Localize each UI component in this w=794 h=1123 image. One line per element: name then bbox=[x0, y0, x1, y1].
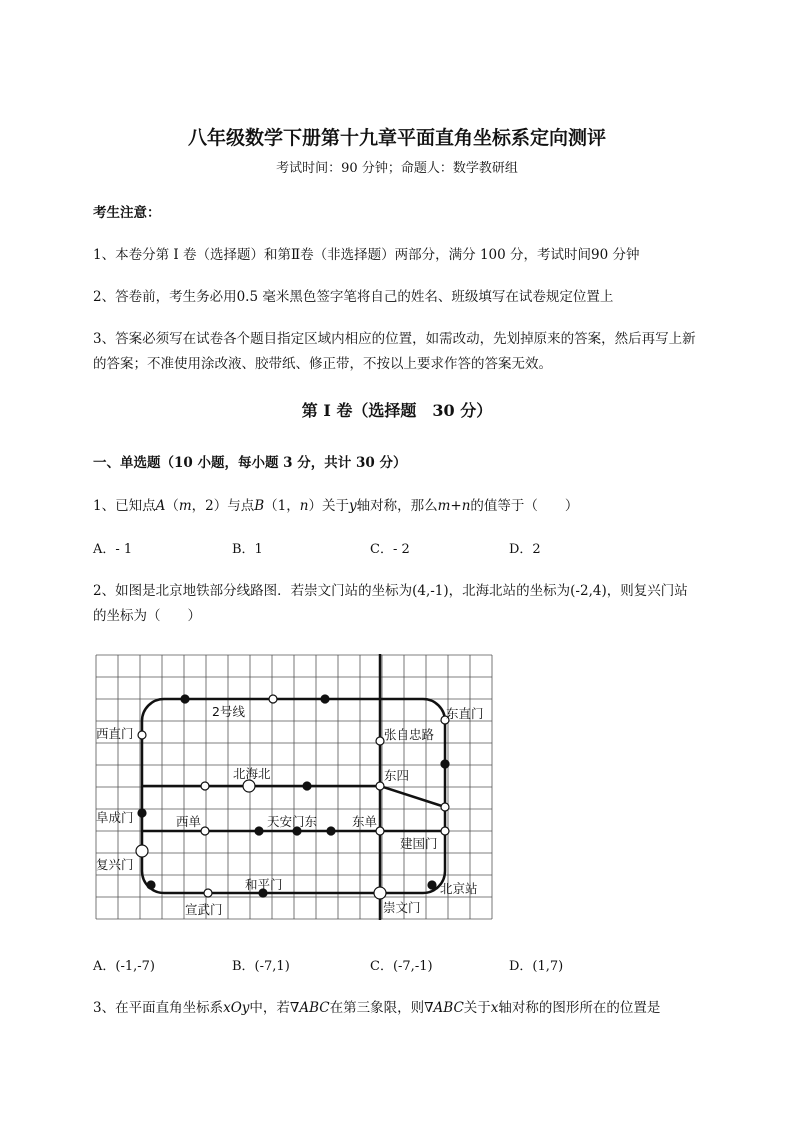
station-dot bbox=[138, 809, 146, 817]
question-2-line-1: 2、如图是北京地铁部分线路图．若崇文门站的坐标为(4,-1)，北海北站的坐标为(-2,4)，则复兴门站 bbox=[93, 583, 688, 599]
question-3-stem: 3、在平面直角坐标系xOy中，若∇ABC在第三象限，则∇ABC关于x轴对称的图形所在的位置是 bbox=[93, 1000, 661, 1016]
station-open bbox=[441, 803, 449, 811]
page-title: 八年级数学下册第十九章平面直角坐标系定向测评 bbox=[187, 127, 606, 149]
station-beihaibei bbox=[243, 780, 255, 792]
q1-option-a[interactable]: A．- 1 bbox=[93, 542, 133, 557]
q2-option-c[interactable]: C．(-7,-1) bbox=[370, 959, 433, 974]
label-beijingzhan: 北京站 bbox=[440, 881, 478, 896]
label-fuchengmen: 阜成门 bbox=[96, 810, 134, 825]
label-line-2: 2号线 bbox=[212, 704, 245, 719]
station-dot bbox=[255, 827, 263, 835]
subway-map-figure bbox=[95, 654, 493, 920]
station-zhangzizhonglu bbox=[376, 737, 384, 745]
label-jianguomen: 建国门 bbox=[400, 836, 438, 851]
notice-item-2: 2、答卷前，考生务必用0.5 毫米黑色签字笔将自己的姓名、班级填写在试卷规定位置上 bbox=[93, 289, 614, 305]
station-dot bbox=[441, 760, 449, 768]
label-xuanwumen: 宣武门 bbox=[185, 902, 223, 917]
station-dot bbox=[327, 827, 335, 835]
label-dongzhimen: 东直门 bbox=[446, 706, 484, 721]
station-dongsi bbox=[376, 782, 384, 790]
stations bbox=[136, 695, 449, 899]
label-hepingmen: 和平门 bbox=[245, 877, 283, 892]
q2-option-d[interactable]: D．(1,7) bbox=[509, 959, 564, 974]
station-chongwenmen bbox=[374, 887, 386, 899]
part-heading: 一、单选题（10 小题，每小题 3 分，共计 30 分） bbox=[93, 455, 407, 471]
station-dot bbox=[147, 881, 155, 889]
station-open bbox=[269, 695, 277, 703]
station-jianguomen bbox=[441, 827, 449, 835]
line-branch bbox=[380, 786, 445, 807]
station-beijingzhan bbox=[428, 881, 436, 889]
station-dongdan bbox=[376, 827, 384, 835]
label-dongsi: 东四 bbox=[384, 768, 410, 783]
question-2-line-2: 的坐标为（ ） bbox=[93, 608, 201, 624]
exam-info: 考试时间：90 分钟；命题人：数学教研组 bbox=[276, 161, 518, 176]
label-zhangzizhonglu: 张自忠路 bbox=[384, 727, 435, 742]
notice-item-3: 3、答案必须写在试卷各个题目指定区域内相应的位置，如需改动，先划掉原来的答案，然后再写上新 bbox=[93, 331, 696, 347]
notice-item-3-cont: 的答案；不准使用涂改液、胶带纸、修正带，不按以上要求作答的答案无效。 bbox=[93, 356, 552, 372]
notice-heading: 考生注意： bbox=[93, 205, 161, 221]
label-dongdan: 东单 bbox=[352, 814, 378, 829]
station-dot bbox=[303, 782, 311, 790]
label-fuxingmen: 复兴门 bbox=[96, 857, 134, 872]
station-fuxingmen bbox=[136, 845, 148, 857]
label-chongwenmen: 崇文门 bbox=[383, 900, 421, 915]
q2-option-a[interactable]: A．(-1,-7) bbox=[93, 959, 155, 974]
q2-option-b[interactable]: B．(-7,1) bbox=[232, 959, 290, 974]
q1-option-b[interactable]: B．1 bbox=[232, 542, 263, 557]
q1-option-d[interactable]: D．2 bbox=[509, 542, 541, 557]
notice-item-1: 1、本卷分第 I 卷（选择题）和第Ⅱ卷（非选择题）两部分，满分 100 分，考试时间90 分钟 bbox=[93, 247, 640, 263]
station-xidan bbox=[201, 827, 209, 835]
label-tiananmendong: 天安门东 bbox=[267, 814, 318, 829]
label-xidan: 西单 bbox=[176, 814, 202, 829]
station-dot bbox=[321, 695, 329, 703]
section-title: 第 I 卷（选择题 30 分） bbox=[301, 401, 493, 420]
label-xizhimen: 西直门 bbox=[96, 726, 134, 741]
station-xizhimen bbox=[138, 731, 146, 739]
q1-option-c[interactable]: C．- 2 bbox=[370, 542, 410, 557]
station-xuanwumen bbox=[204, 889, 212, 897]
question-1-stem: 1、已知点A（m，2）与点B（1，n）关于y轴对称，那么m+n的值等于（ ） bbox=[93, 498, 579, 514]
station-open bbox=[201, 782, 209, 790]
station-dot bbox=[181, 695, 189, 703]
label-beihaibei: 北海北 bbox=[233, 766, 271, 781]
